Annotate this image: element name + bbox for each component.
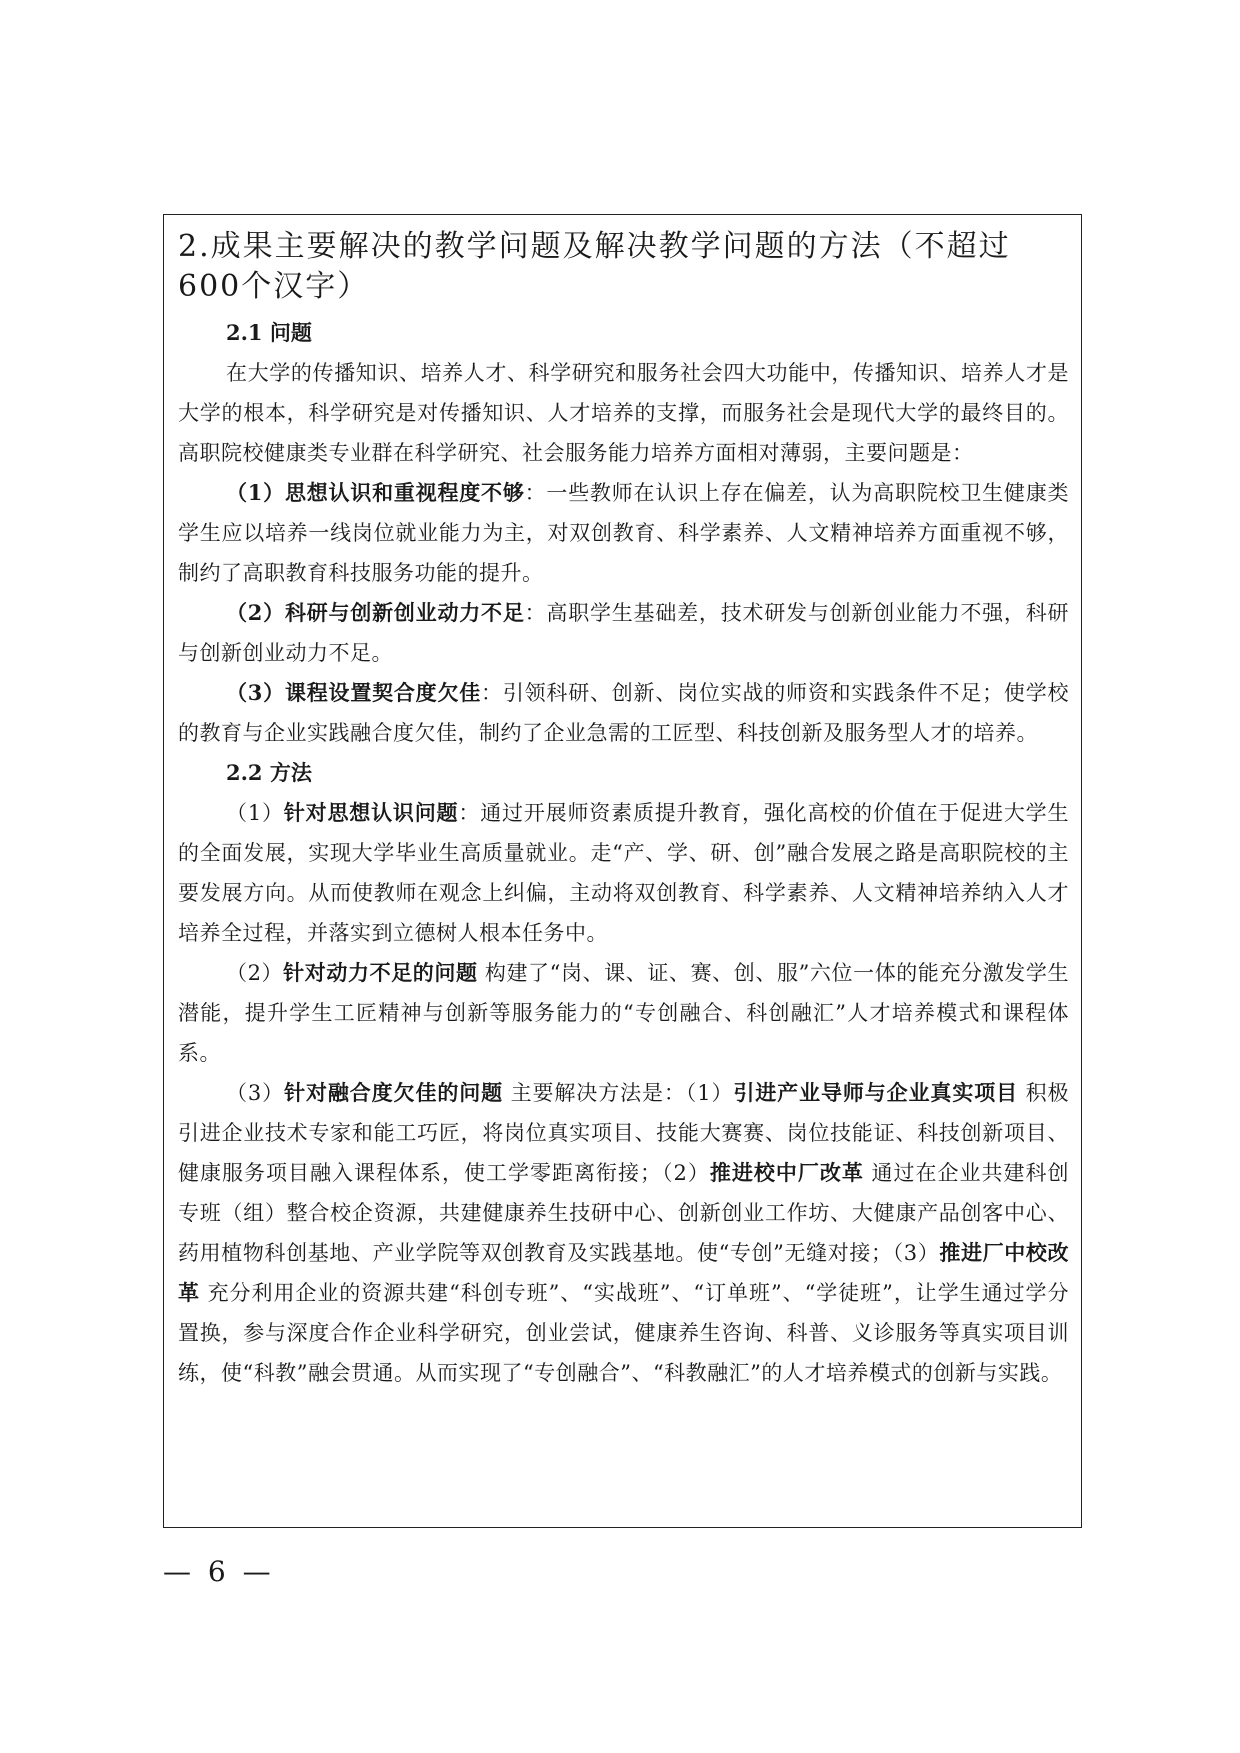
method-text: 充分利用企业的资源共建“科创专班”、“实战班”、“订单班”、“学徒班”，让学生通过学分置换，参与深度合作企业科学研究，创业尝试，健康养生咨询、科普、义诊服务等真实项目训练，使“科教”融会贯通。从而实现了“专创融合”、“科教融汇”的人才培养模式的创新与实践。 — [178, 1281, 1069, 1385]
problem-item — [178, 593, 1069, 673]
method-item — [178, 953, 1069, 1073]
method-number: （2） — [226, 961, 284, 985]
problem-item — [178, 673, 1069, 753]
problem-item — [178, 473, 1069, 593]
method-text: 通过在企业共建科创专班（组）整合校企资源，共建健康养生技研中心、创新创业工作坊、大健康产品创客中心、药用植物科创基地、产业学院等双创教育及实践基地。使“专创”无缝对接；（3） — [178, 1161, 1070, 1265]
method-label: 针对融合度欠佳的问题 — [284, 1080, 504, 1105]
method-number: （1） — [226, 801, 284, 825]
problem-label: （1）思想认识和重视程度不够 — [226, 480, 525, 505]
method-text: 主要解决方法是：（1） — [503, 1081, 734, 1105]
problems-heading: 2.1 问题 — [226, 320, 312, 345]
problem-label: （2）科研与创新创业动力不足 — [226, 600, 525, 625]
method-item — [178, 793, 1069, 953]
methods-heading: 2.2 方法 — [226, 760, 312, 785]
method-subheading: 推进厂中校改革 — [178, 1240, 1069, 1305]
method-text: 构建了“岗、课、证、赛、创、服”六位一体的能充分激发学生潜能，提升学生工匠精神与创新等服务能力的“专创融合、科创融汇”人才培养模式和课程体系。 — [178, 961, 1070, 1065]
problem-text: ：一些教师在认识上存在偏差，认为高职院校卫生健康类学生应以培养一线岗位就业能力为主，对双创教育、科学素养、人文精神培养方面重视不够，制约了高职教育科技服务功能的提升。 — [178, 481, 1069, 585]
problem-text: ：高职学生基础差，技术研发与创新创业能力不强，科研与创新创业动力不足。 — [178, 601, 1069, 665]
method-number: （3） — [226, 1081, 285, 1105]
method-text: ：通过开展师资素质提升教育，强化高校的价值在于促进大学生的全面发展，实现大学毕业生高质量就业。走“产、学、研、创”融合发展之路是高职院校的主要发展方向。从而使教师在观念上纠偏，主动将双创教育、科学素养、人文精神培养纳入人才培养全过程，并落实到立德树人根本任务中。 — [178, 801, 1070, 945]
page-number: — 6 — — [163, 1555, 275, 1588]
method-subheading: 推进校中厂改革 — [709, 1160, 864, 1185]
problem-text: ：引领科研、创新、岗位实战的师资和实践条件不足；使学校的教育与企业实践融合度欠佳，制约了企业急需的工匠型、科技创新及服务型人才的培养。 — [178, 681, 1069, 745]
content-frame — [163, 214, 1082, 1528]
method-item — [178, 1073, 1069, 1393]
section-title: 2.成果主要解决的教学问题及解决教学问题的方法（不超过600个汉字） — [178, 229, 1011, 304]
method-label: 针对思想认识问题 — [283, 800, 459, 825]
method-subheading: 引进产业导师与企业真实项目 — [733, 1080, 1019, 1105]
method-label: 针对动力不足的问题 — [283, 960, 478, 985]
method-text: 积极引进企业技术专家和能工巧匠，将岗位真实项目、技能大赛赛、岗位技能证、科技创新项目、健康服务项目融入课程体系，使工学零距离衔接；（2） — [178, 1081, 1070, 1185]
problem-label: （3）课程设置契合度欠佳 — [226, 680, 482, 705]
intro-paragraph: 在大学的传播知识、培养人才、科学研究和服务社会四大功能中，传播知识、培养人才是大学的根本，科学研究是对传播知识、人才培养的支撑，而服务社会是现代大学的最终目的。高职院校健康类专业群在科学研究、社会服务能力培养方面相对薄弱，主要问题是： — [178, 361, 1069, 465]
